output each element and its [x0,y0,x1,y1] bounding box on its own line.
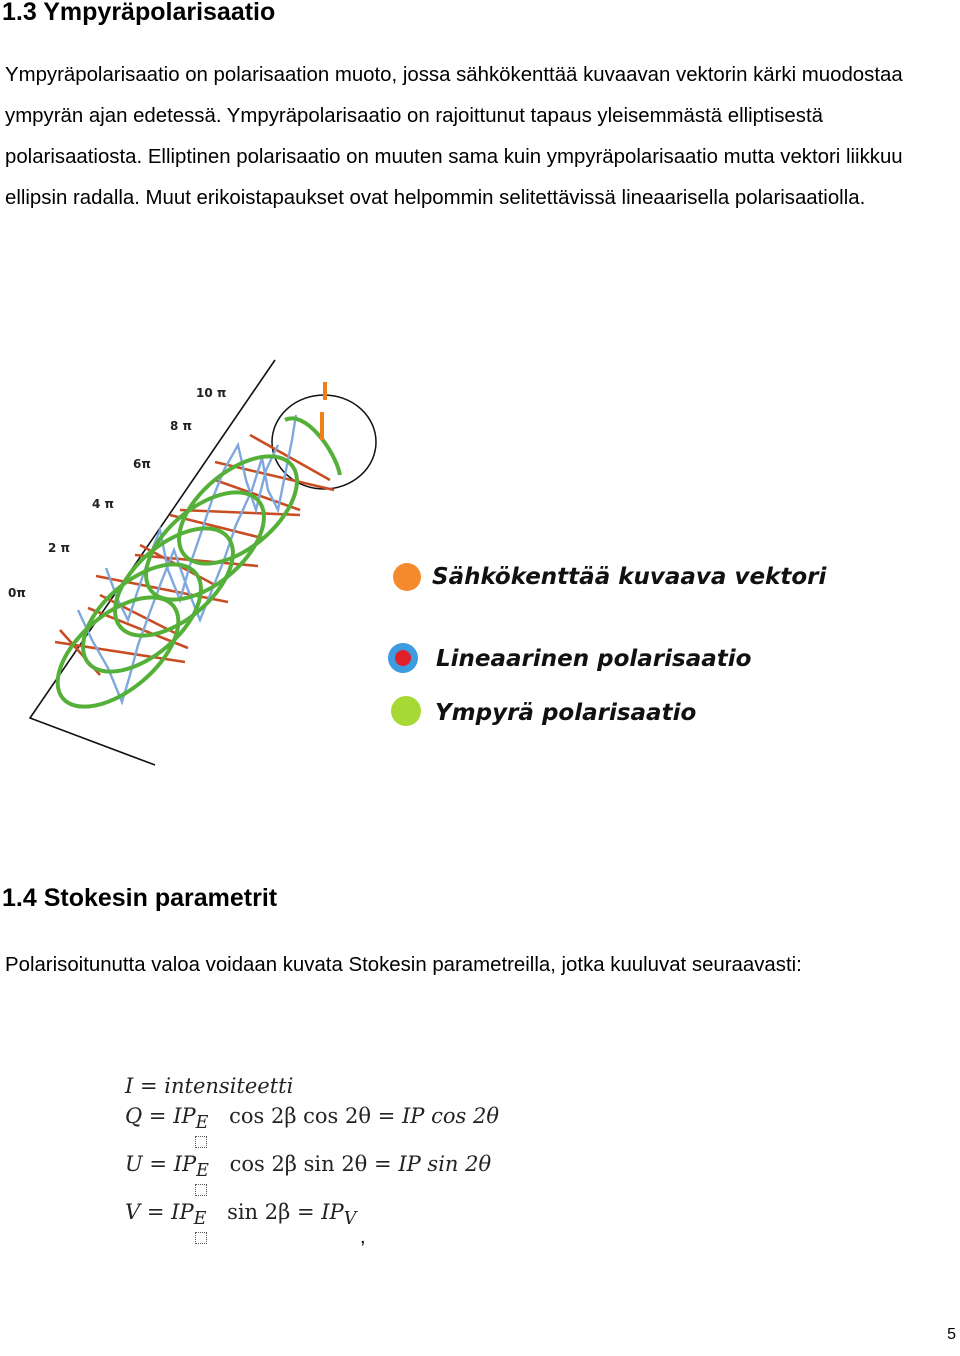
formula-V-expr1: sin 2β [227,1200,291,1224]
formula-U-lhs: U [125,1152,143,1176]
tick-label-6pi: 6π [133,457,151,471]
formula-Q-expr1: cos 2β cos 2θ [229,1104,372,1128]
formula-Q-sub: E [195,1113,209,1134]
placeholder-box-icon [195,1136,207,1148]
trailing-comma: , [360,1226,366,1248]
formula-I-eq: = [139,1074,158,1098]
placeholder-box-icon [195,1184,207,1196]
formula-U-eq2: = [374,1152,392,1176]
formula-Q-ip: IP [173,1104,196,1128]
formula-Q-expr2: IP cos 2θ [402,1104,499,1128]
legend-item-circular [391,696,696,726]
section-heading-1-4: 1.4 Stokesin parametrit [2,884,278,912]
axis-tick-labels [8,386,226,600]
legend-label-field-vector: Sähkökenttää kuvaava vektori [432,564,827,590]
formula-V-eq: = [146,1200,165,1224]
formula-V [125,1200,356,1229]
formula-Q-eq: = [148,1104,167,1128]
formula-V-sub2: V [343,1209,357,1230]
tick-label-2pi: 2 π [48,541,71,555]
tick-label-10pi: 10 π [196,386,227,400]
figure-legend [388,563,827,726]
legend-item-field-vector [393,563,827,591]
formula-I-rhs: intensiteetti [164,1074,294,1098]
formula-V-expr2: IP [321,1200,344,1224]
formula-Q-lhs: Q [125,1104,143,1128]
formula-U-sub: E [196,1161,209,1182]
green-dot-icon [391,696,421,726]
formula-U [125,1152,491,1181]
formula-Q-eq2: = [377,1104,396,1128]
formula-V-sub: E [193,1209,207,1230]
formula-V-lhs: V [125,1200,141,1224]
legend-item-linear [388,643,751,673]
formula-I-lhs: I [125,1074,134,1098]
paragraph-stokes-intro: Polarisoitunutta valoa voidaan kuvata Stokesin parametreilla, jotka kuuluvat seuraavasti: [5,954,802,976]
placeholder-box-icon [195,1232,207,1244]
formula-U-ip: IP [173,1152,197,1176]
green-circular-helix [38,418,340,727]
tick-label-0: 0π [8,586,26,600]
page-number: 5 [947,1326,956,1343]
tick-label-8pi: 8 π [170,419,193,433]
orange-field-vector [322,382,325,440]
orange-dot-icon [393,563,421,591]
paragraph-circular-polarization: Ympyräpolarisaatio on polarisaation muoto, jossa sähkökenttää kuvaavan vektorin kärki muodostaa ympyrän ajan edetessä. Ympyräpolarisaatio on rajoittunut tapaus yleisemmästä elliptisestä polarisaatiosta. Elliptinen polarisaatio on muuten sama kuin ympyräpolarisaatio mutta vektori liikkuu ellipsin radalla. Muut erikoistapaukset ovat helpommin selitettävissä lineaarisella polarisaatiolla. [5,64,903,209]
formula-V-ip: IP [171,1200,194,1224]
formula-U-eq: = [149,1152,167,1176]
legend-label-circular: Ympyrä polarisaatio [435,700,697,726]
section-heading-1-3: 1.3 Ympyräpolarisaatio [2,0,276,26]
formula-Q [125,1104,499,1133]
polarization-figure [0,350,960,770]
legend-label-linear: Lineaarinen polarisaatio [436,646,752,672]
formula-U-expr1: cos 2β sin 2θ [229,1152,368,1176]
formula-U-expr2: IP sin 2θ [398,1152,492,1176]
formula-I [125,1074,293,1098]
formula-V-eq2: = [296,1200,315,1224]
tick-label-4pi: 4 π [92,497,115,511]
